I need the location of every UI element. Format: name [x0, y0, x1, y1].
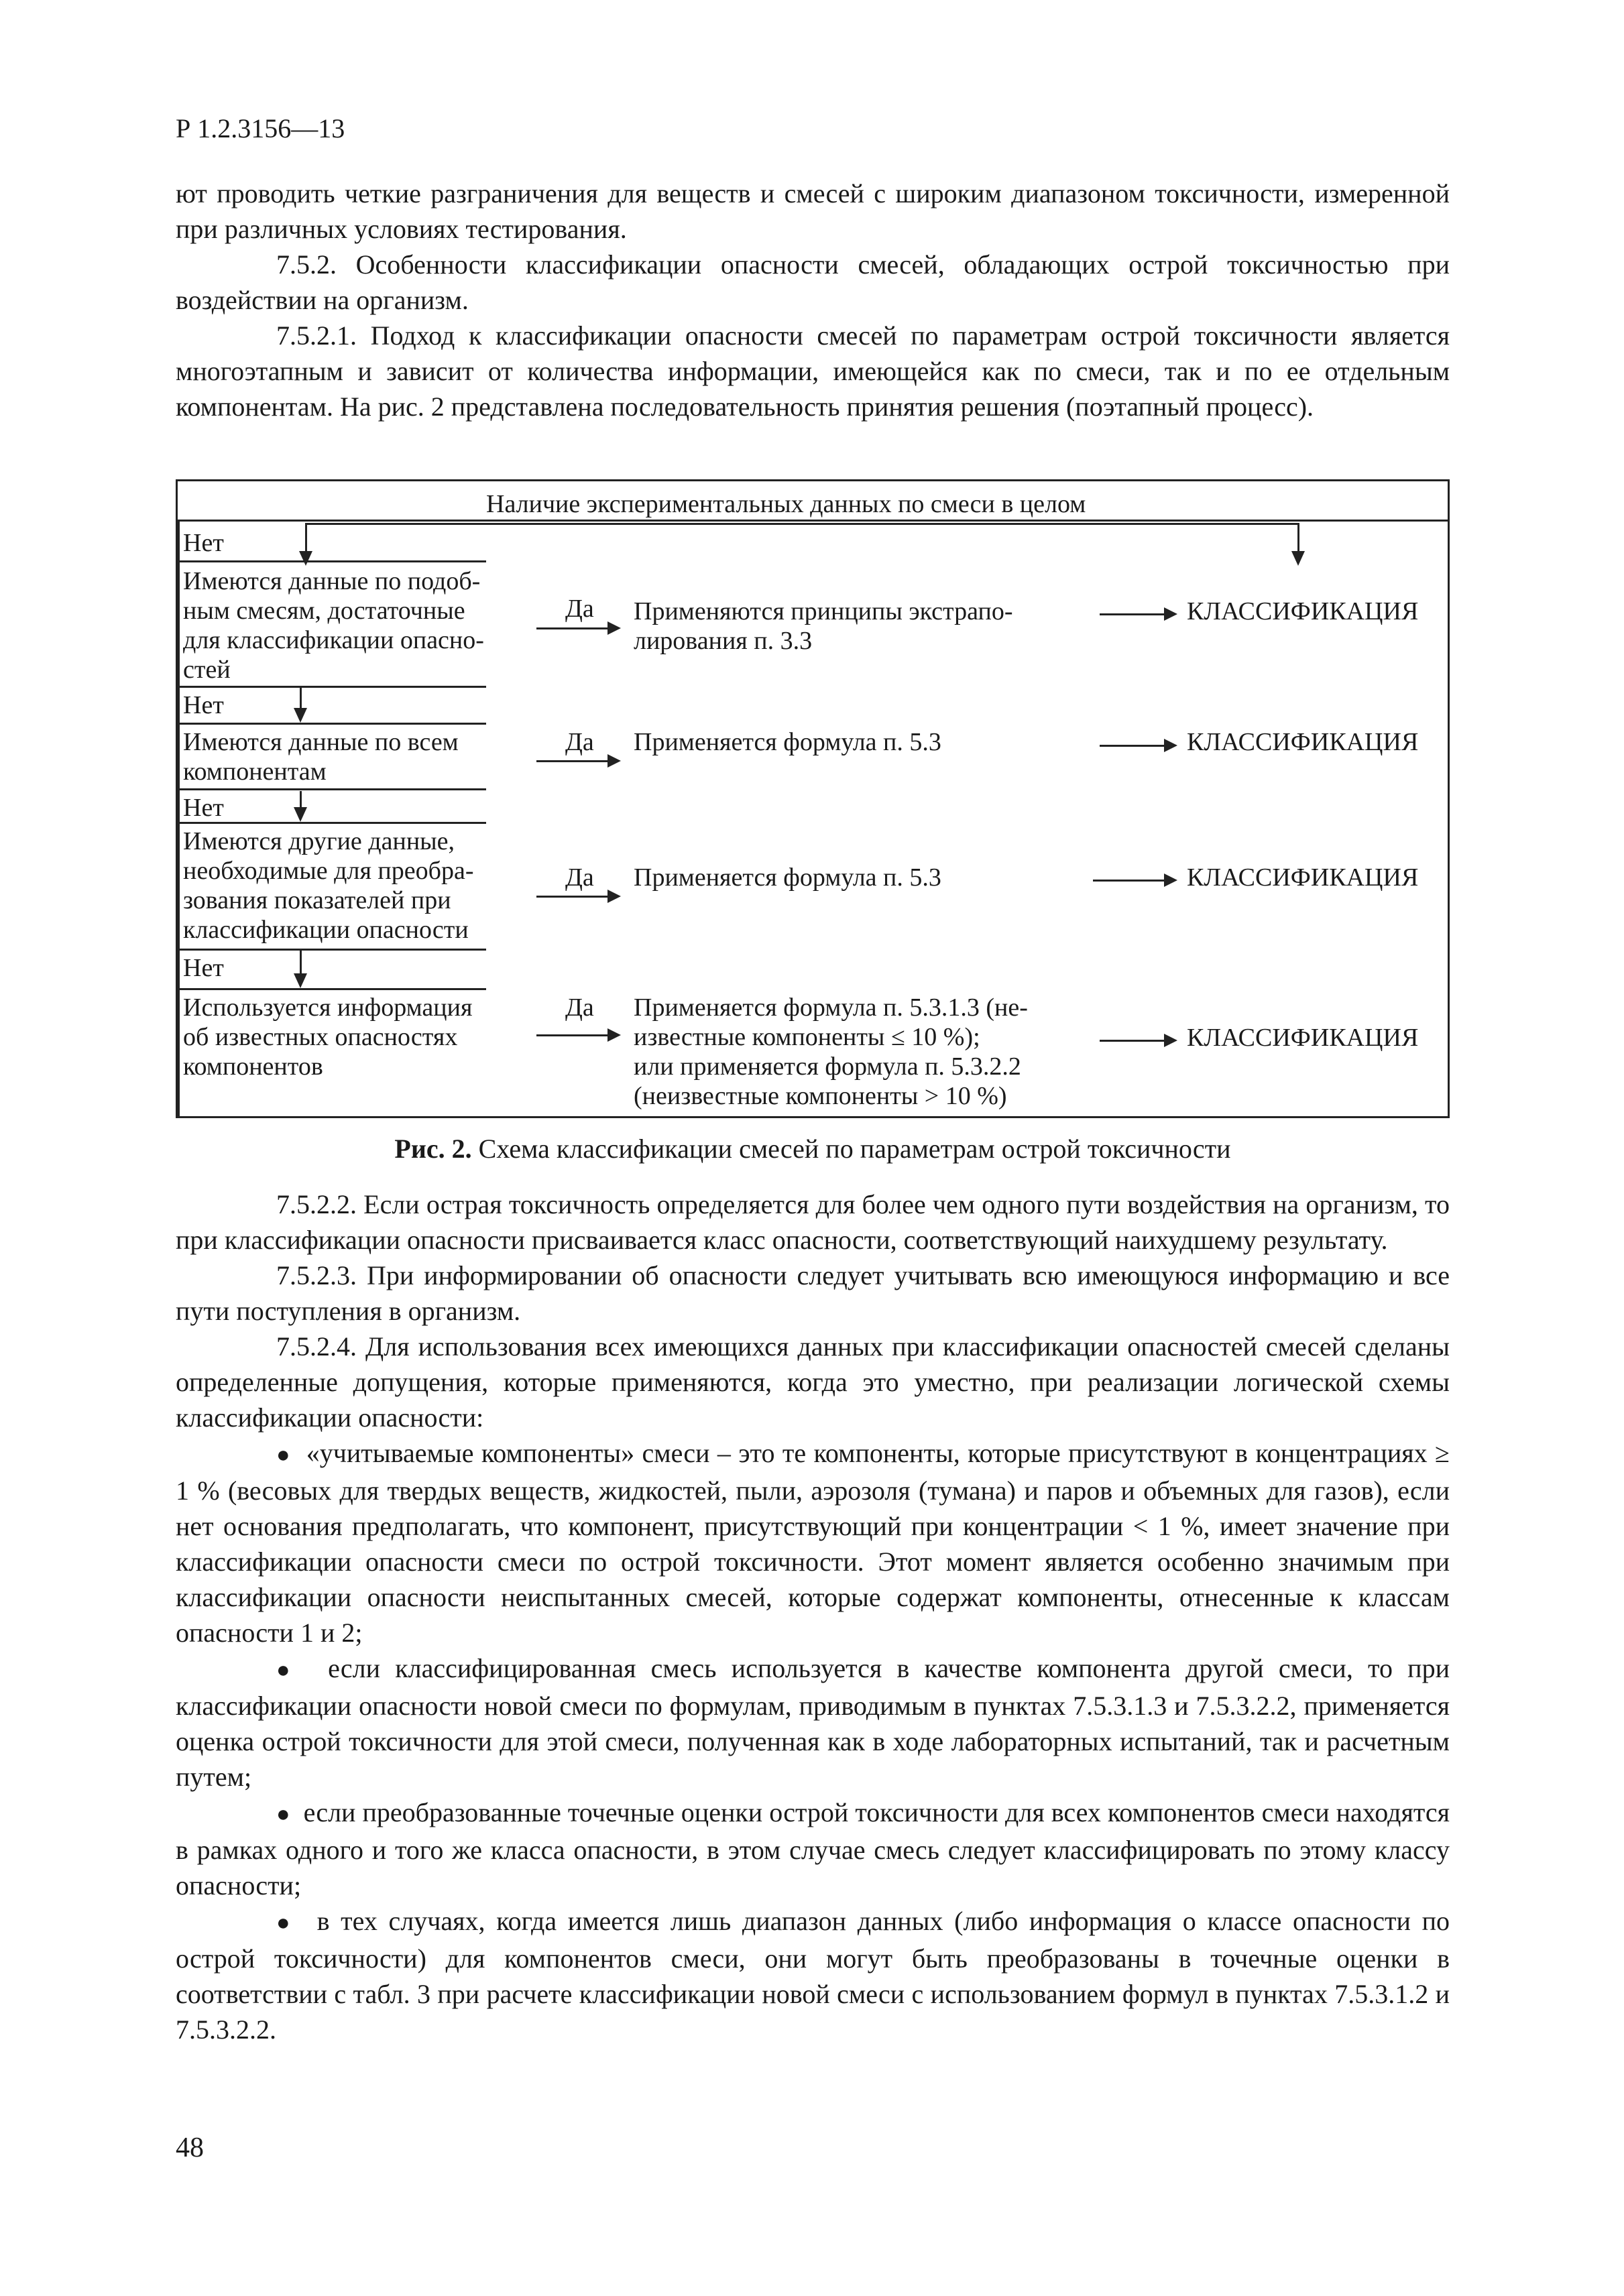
condition-line: об известных опасностях — [183, 1023, 458, 1051]
body-text — [176, 1187, 1450, 2047]
action-line: известные компоненты ≤ 10 %); — [634, 1023, 980, 1051]
no-label: Нет — [183, 691, 224, 719]
condition-line: компонентов — [183, 1052, 323, 1081]
condition-line: для классификации опасно- — [183, 626, 484, 654]
condition-line: классификации опасности — [183, 916, 469, 944]
right-arrow — [1100, 745, 1175, 747]
condition-line: стей — [183, 656, 231, 684]
no-label: Нет — [183, 794, 224, 822]
right-arrow — [536, 1034, 618, 1036]
bullet-item — [176, 1903, 1450, 2047]
right-arrow — [536, 760, 618, 762]
flowchart-top-label: Наличие экспериментальных данных по смеси в целом — [486, 490, 1086, 518]
condition-line: Используется информация — [183, 993, 473, 1022]
bullet-item — [176, 1650, 1450, 1795]
no-label: Нет — [183, 954, 224, 982]
page-number: 48 — [176, 2132, 204, 2163]
down-arrow — [300, 951, 302, 985]
classification-result: КЛАССИФИКАЦИЯ — [1187, 728, 1419, 756]
bullet-text: если классифицированная смесь используется в качестве компонента другой смеси, то при классификации опасности новой смеси по формулам, приводимым в пунктах 7.5.3.1.3 и 7.5.3.2.2, применяется оценка острой токсичности для этой смеси, полученная как в ходе лабораторных испытаний, так и расчетным путем; — [176, 1653, 1450, 1792]
action-line: Применяется формула п. 5.3 — [634, 863, 941, 892]
right-arrow — [536, 627, 618, 629]
down-arrow — [305, 523, 307, 563]
bullet-text: если преобразованные точечные оценки острой токсичности для всех компонентов смеси находятся в рамках одного и того же класса опасности, в этом случае смесь следует классифицировать по этому классу опасности; — [176, 1797, 1450, 1900]
caption-label: Рис. 2. — [394, 1134, 472, 1164]
right-arrow — [1100, 613, 1175, 615]
intro-paragraph: ют проводить четкие разграничения для веществ и смесей с широким диапазоном токсичности, измеренной при различных условиях тестирования. — [176, 178, 1450, 244]
intro-paragraph: 7.5.2. Особенности классификации опасности смесей, обладающих острой токсичностью при воздействии на организм. — [176, 249, 1450, 315]
yes-label: Да — [565, 863, 594, 892]
body-paragraph: 7.5.2.3. При информировании об опасности следует учитывать всю имеющуюся информацию и все пути поступления в организм. — [176, 1260, 1450, 1326]
down-arrow — [1297, 523, 1299, 563]
right-arrow — [536, 896, 618, 898]
right-arrow — [1093, 880, 1175, 882]
down-arrow — [300, 688, 302, 720]
condition-line: необходимые для преобра- — [183, 857, 474, 885]
bullet-icon: ● — [276, 1911, 295, 1935]
bullet-text: в тех случаях, когда имеется лишь диапазон данных (либо информация о классе опасности по острой токсичности) для компонентов смеси, они могут быть преобразованы в точечные оценки в соответствии с табл. 3 при расчете классификации новой смеси с использованием формул в пунктах 7.5.3.1.2 и 7.5.3.2.2. — [176, 1906, 1450, 2045]
action-line: или применяется формула п. 5.3.2.2 — [634, 1052, 1021, 1081]
page-header: Р 1.2.3156—13 — [176, 113, 345, 143]
action-line: Применяется формула п. 5.3.1.3 (не- — [634, 993, 1028, 1022]
condition-line: Имеются данные по подоб- — [183, 567, 481, 595]
action-line: Применяется формула п. 5.3 — [634, 728, 941, 756]
intro-paragraph: 7.5.2.1. Подход к классификации опасности смесей по параметрам острой токсичности является многоэтапным и зависит от количества информации, имеющейся как по смеси, так и по ее отдельным компонентам. На рис. 2 представлена последовательность принятия решения (поэтапный процесс). — [176, 320, 1450, 422]
bullet-icon: ● — [276, 1658, 298, 1683]
action-line: лирования п. 3.3 — [634, 627, 813, 655]
figure-caption — [176, 1133, 1450, 1164]
condition-line: ным смесям, достаточные — [183, 597, 465, 625]
bullet-icon: ● — [276, 1443, 291, 1467]
action-line: Применяются принципы экстрапо- — [634, 597, 1013, 625]
body-paragraph: 7.5.2.2. Если острая токсичность определяется для более чем одного пути воздействия на организм, то при классификации опасности присваивается класс опасности, соответствующий наихудшему результату. — [176, 1189, 1450, 1255]
no-label: Нет — [183, 529, 224, 557]
classification-flowchart — [176, 479, 1450, 1118]
classification-result: КЛАССИФИКАЦИЯ — [1187, 1024, 1419, 1052]
caption-text: Схема классификации смесей по параметрам острой токсичности — [471, 1134, 1231, 1164]
bullet-icon: ● — [276, 1802, 290, 1827]
down-arrow — [300, 791, 302, 819]
yes-label: Да — [565, 993, 594, 1022]
yes-label: Да — [565, 595, 594, 623]
condition-line: зования показателей при — [183, 886, 451, 914]
classification-result: КЛАССИФИКАЦИЯ — [1187, 597, 1419, 625]
action-line: (неизвестные компоненты > 10 %) — [634, 1082, 1007, 1110]
condition-line: Имеются другие данные, — [183, 827, 455, 855]
intro-text — [176, 176, 1450, 424]
right-arrow — [1100, 1040, 1175, 1042]
condition-line: компонентам — [183, 758, 327, 786]
bullet-item — [176, 1435, 1450, 1650]
body-paragraph: 7.5.2.4. Для использования всех имеющихся данных при классификации опасностей смесей сделаны определенные допущения, которые применяются, когда это уместно, при реализации логической схемы классификации опасности: — [176, 1331, 1450, 1433]
yes-label: Да — [565, 728, 594, 756]
bullet-text: «учитываемые компоненты» смеси – это те компоненты, которые присутствуют в концентрациях ≥ 1 % (весовых для твердых веществ, жидкостей, пыли, аэрозоля (тумана) и паров и объемных для газов), если нет основания предполагать, что компонент, присутствующий при концентрации < 1 %, имеет значение при классификации опасности смеси по острой токсичности. Этот момент является особенно значимым при классификации опасности неиспытанных смесей, которые содержат компоненты, отнесенные к классам опасности 1 и 2; — [176, 1438, 1450, 1648]
bullet-item — [176, 1795, 1450, 1903]
classification-result: КЛАССИФИКАЦИЯ — [1187, 863, 1419, 892]
condition-line: Имеются данные по всем — [183, 728, 459, 756]
